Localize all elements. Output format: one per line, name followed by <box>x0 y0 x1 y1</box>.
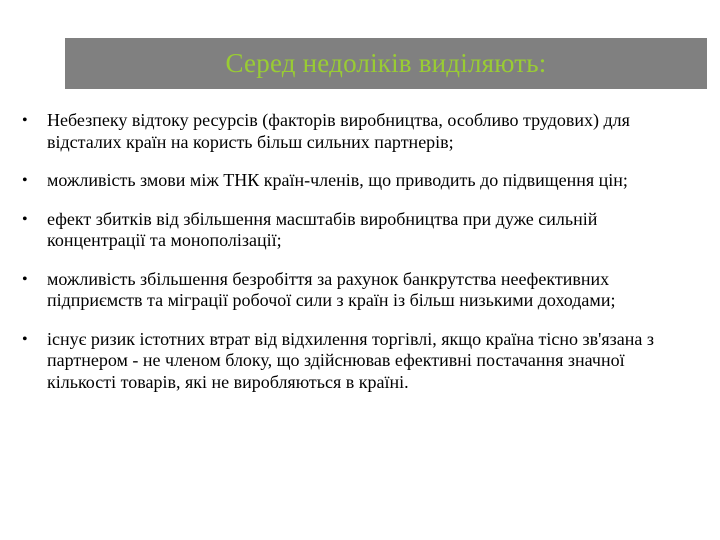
bullet-text: можливість збільшення безробіття за рахунок банкрутства неефективних підприємств та міграції робочої сили з країн із більш низькими доходами; <box>47 268 616 310</box>
title-bar <box>65 38 707 89</box>
bullet-item <box>22 269 698 312</box>
bullet-item <box>22 329 698 394</box>
bullet-item <box>22 110 698 153</box>
bullet-marker: • <box>22 172 28 189</box>
bullet-item <box>22 209 698 252</box>
bullet-marker: • <box>22 112 28 129</box>
bullet-text: можливість змови між ТНК країн-членів, що приводить до підвищення цін; <box>47 170 628 190</box>
bullet-text: Небезпеку відтоку ресурсів (факторів виробництва, особливо трудових) для відсталих країн на користь більш сильних партнерів; <box>47 110 630 152</box>
bullet-marker: • <box>22 270 28 288</box>
bullet-marker: • <box>22 210 28 228</box>
bullet-text: ефект збитків від збільшення масштабів виробництва при дуже сильній концентрації та монополізації; <box>47 208 598 250</box>
bullet-list <box>22 110 698 393</box>
bullet-marker: • <box>22 330 28 348</box>
slide-title: Серед недоліків виділяють: <box>225 48 547 78</box>
bullet-item <box>22 170 698 192</box>
bullet-text: існує ризик істотних втрат від відхилення торгівлі, якщо країна тісно зв'язана з партнером - не членом блоку, що здійснював ефективні постачання значної кількості товарів, які не виробляються в країні. <box>47 328 654 392</box>
